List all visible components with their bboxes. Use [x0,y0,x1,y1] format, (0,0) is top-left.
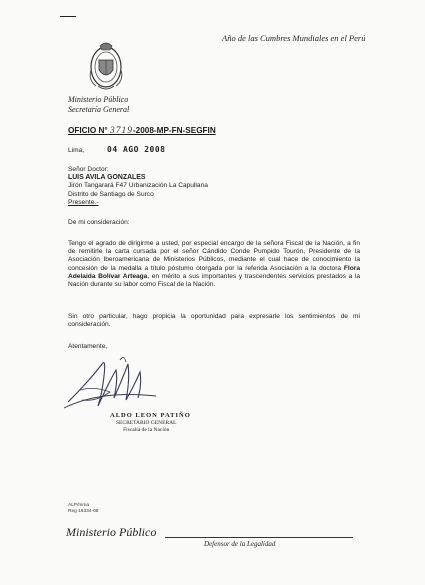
oficio-prefix: OFICIO N° [68,126,108,135]
para1-text-b: , en mérito a sus importantes y trascendentes servicios prestados a la Nación durante su labor como Fiscal de la Nación. [68,272,360,289]
addressee-address-line1: Jirón Tangarará F47 Urbanización La Capullana [68,182,208,190]
signatory-title-line2: Fiscalía de la Nación [123,426,170,433]
body-paragraph-2: Sin otro particular, hago propicia la oportunidad para expresarle los sentimientos de mi consideración. [68,313,360,329]
addressee-address-line2: Distrito de Santiago de Surco [68,190,154,198]
oficio-handwritten-number: 3719 [109,126,133,136]
footer-motto: Defensor de la Legalidad [204,540,276,548]
place: Lima, [68,147,85,154]
closing: Atentamente, [68,343,108,350]
signatory-name: ALDO LEON PATIÑO [110,412,191,419]
oficio-suffix: -2008-MP-FN-SEGFIN [132,126,216,135]
org-department: Secretaría General [68,105,130,114]
date-stamp: 04 AGO 2008 [107,145,166,154]
signatory-title-line1: SECRETARIO GENERAL [116,420,177,426]
handwritten-signature-icon [60,350,170,420]
top-rule [60,16,76,17]
para1-text-a: Tengo el agrado de dirigirme a usted, por especial encargo de la señora Fiscal de la Nación, a fin de remitirle la carta cursada por el señor Cándido Conde Pumpido Tourón, Presidente de la Asociación Iberoamericana de Ministerios Públicos, mediante el cual hace de conocimiento la concesión de la medalla a título póstumo otorgada por la referida Asociación a la doctora [68,240,360,272]
reference-initials: ALP/mma [68,503,90,508]
year-motto: Año de las Cumbres Mundiales en el Perú [222,33,366,43]
reference-block [68,503,98,515]
body-paragraph-1 [68,240,360,289]
oficio-number [68,126,216,136]
signatory-title [116,420,177,433]
footer-org-name: Ministerio Público [66,525,157,539]
org-name: Ministerio Público [68,95,129,104]
addressee-block [68,166,208,207]
peru-seal-icon [82,36,130,94]
addressee-presente: Presente.- [68,198,99,206]
org-header [68,95,129,115]
addressee-name: LUIS AVILA GONZALES [68,174,146,182]
reference-reg: Reg 16334-08 [68,509,99,514]
salutation: De mi consideración: [68,219,130,226]
addressee-title: Señor Doctor: [68,166,109,173]
honoree-name: Flora Adelaida Bolívar Arteaga [68,264,360,280]
footer-rule [165,537,353,538]
